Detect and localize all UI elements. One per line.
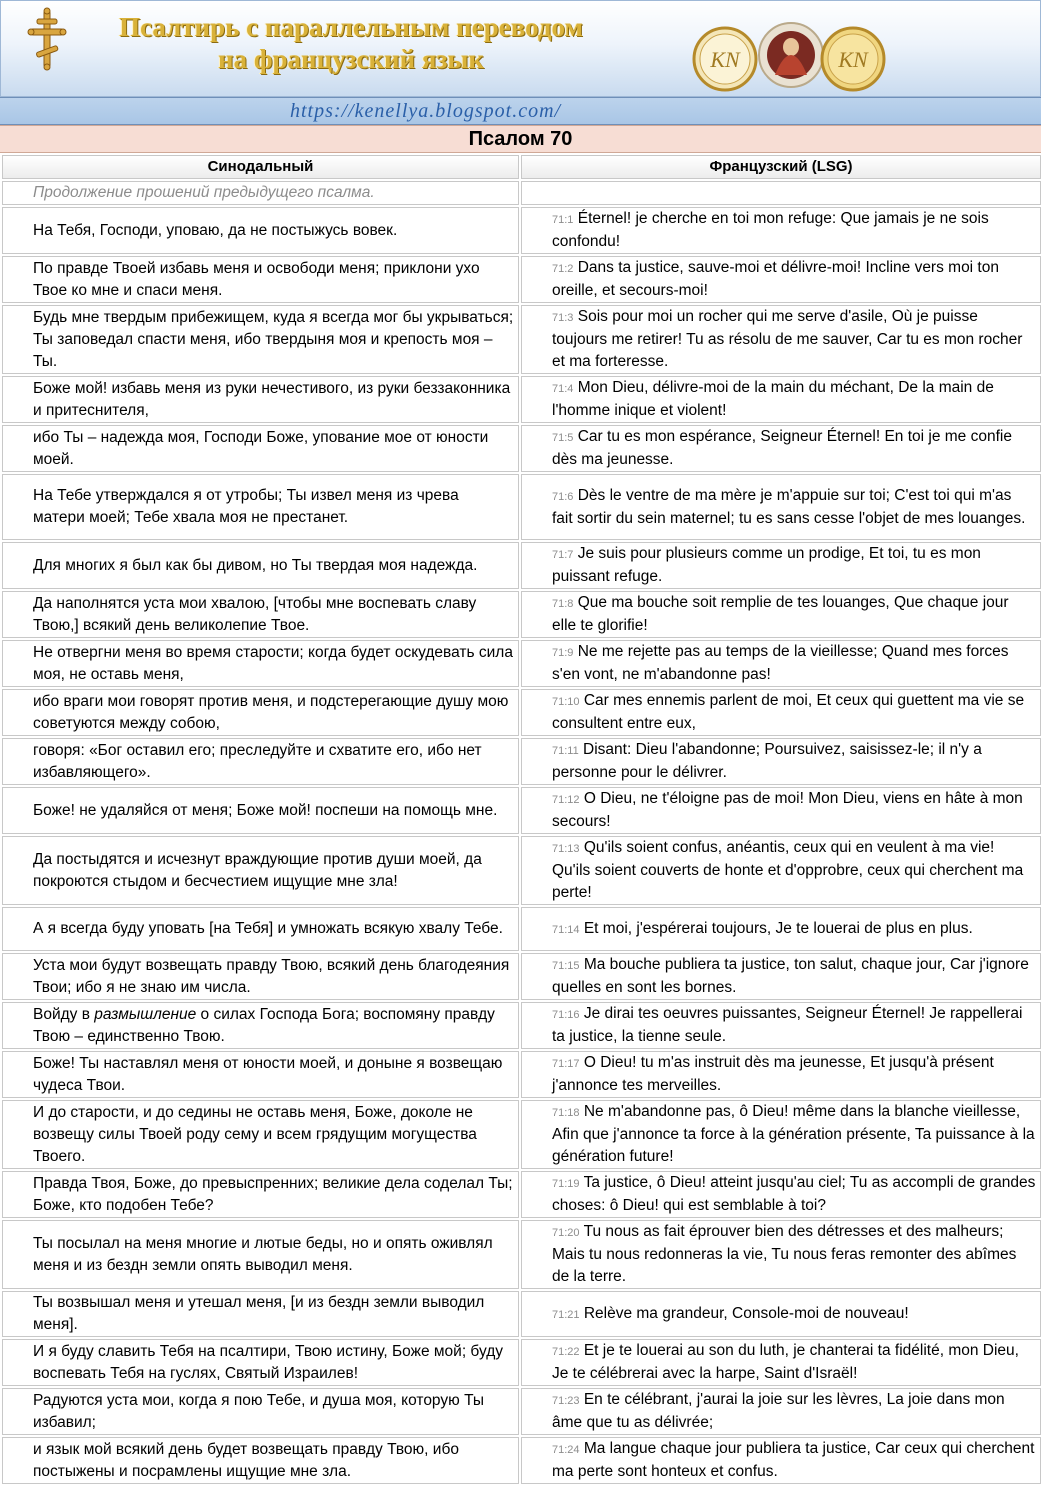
verse-number: 71:14: [552, 923, 580, 936]
verse-fr-text: Car tu es mon espérance, Seigneur Éternel! En toi je me confie dès ma jeunesse.: [552, 428, 1012, 468]
verse-fr-text: Ma langue chaque jour publiera ta justice, Car ceux qui cherchent ma perte sont honteux et confus.: [552, 1440, 1035, 1480]
verse-ru-text: Войду в: [33, 1005, 95, 1023]
verse-row: [2, 256, 1041, 303]
verse-fr-text: Je dirai tes oeuvres puissantes, Seigneur Éternel! Je rappellerai ta justice, la tienne seule.: [552, 1005, 1023, 1045]
blog-url-link[interactable]: https://kenellya.blogspot.com/: [290, 100, 562, 122]
verse-number: 71:15: [552, 960, 580, 972]
verse-ru: ибо Ты – надежда моя, Господи Боже, упование мое от юности моей.: [2, 425, 519, 472]
verse-row: [2, 474, 1041, 540]
verse-number: 71:23: [552, 1395, 580, 1407]
verse-ru: Боже! Ты наставлял меня от юности моей, и доныне я возвещаю чудеса Твои.: [2, 1051, 519, 1098]
verse-row: [2, 1002, 1041, 1049]
verse-row: [2, 689, 1041, 736]
verse-fr: [521, 1339, 1041, 1386]
verse-fr-text: Ne me rejette pas au temps de la vieillesse; Quand mes forces s'en vont, ne m'abandonne pas!: [552, 643, 1009, 683]
empty-cell: [521, 181, 1041, 205]
verse-row: [2, 591, 1041, 638]
verse-fr-text: Dès le ventre de ma mère je m'appuie sur toi; C'est toi qui m'as fait sortir du sein maternel; tu es sans cesse l'objet de mes louanges.: [552, 486, 1026, 527]
verse-row: [2, 640, 1041, 687]
verse-ru: На Тебя, Господи, уповаю, да не постыжусь вовек.: [2, 207, 519, 254]
verse-fr: [521, 1171, 1041, 1218]
verse-row: [2, 542, 1041, 589]
verse-row: [2, 1388, 1041, 1435]
verse-number: 71:22: [552, 1346, 580, 1358]
verse-row: [2, 305, 1041, 374]
site-banner: [0, 0, 1041, 97]
verse-fr-text: Sois pour moi un rocher qui me serve d'asile, Où je puisse toujours me retirer! Tu as résolu de me sauver, Car tu es mon rocher et ma forteresse.: [552, 308, 1023, 370]
verse-fr: [521, 474, 1041, 540]
verse-number: 71:24: [552, 1444, 580, 1456]
verse-row: [2, 953, 1041, 1000]
verse-fr: [521, 1051, 1041, 1098]
verse-row: [2, 1171, 1041, 1218]
verse-number: 71:9: [552, 647, 574, 659]
verse-number: 71:4: [552, 383, 574, 395]
verse-fr: [521, 836, 1041, 905]
verse-fr: [521, 305, 1041, 374]
verse-fr-text: Et je te louerai au son du luth, je chanterai ta fidélité, mon Dieu, Je te célébrerai avec la harpe, Saint d'Israël!: [552, 1342, 1019, 1382]
verse-fr-text: O Dieu, ne t'éloigne pas de moi! Mon Dieu, viens en hâte à mon secours!: [552, 790, 1023, 830]
verse-list: [2, 207, 1041, 1484]
verse-fr: [521, 907, 1041, 951]
note-row: [2, 181, 1041, 205]
url-bar: [0, 97, 1041, 125]
medal-right-text: KN: [838, 47, 868, 72]
verse-fr: [521, 1291, 1041, 1337]
verse-number: 71:7: [552, 549, 574, 561]
verse-number: 71:3: [552, 312, 574, 324]
verse-row: [2, 376, 1041, 423]
verse-number: 71:20: [552, 1227, 580, 1239]
verse-row: [2, 1100, 1041, 1169]
verse-number: 71:10: [552, 696, 580, 708]
verse-number: 71:6: [552, 490, 574, 503]
verse-ru: ибо враги мои говорят против меня, и подстерегающие душу мою советуются между собою,: [2, 689, 519, 736]
verse-ru: говоря: «Бог оставил его; преследуйте и схватите его, ибо нет избавляющего».: [2, 738, 519, 785]
verse-ru: На Тебе утверждался я от утробы; Ты извел меня из чрева матери моей; Тебе хвала моя не престанет.: [2, 474, 519, 540]
verse-ru: Правда Твоя, Боже, до превыспренних; великие дела соделал Ты; Боже, кто подобен Тебе?: [2, 1171, 519, 1218]
verse-ru: И до старости, и до седины не оставь меня, Боже, доколе не возвещу силы Твоей роду сему и всем грядущим могущества Твоего.: [2, 1100, 519, 1169]
verse-number: 71:17: [552, 1058, 580, 1070]
psalm-table: [0, 153, 1041, 1486]
verse-fr: [521, 640, 1041, 687]
verse-fr: [521, 1437, 1041, 1484]
verse-fr-text: Disant: Dieu l'abandonne; Poursuivez, saisissez-le; il n'y a personne pour le délivrer.: [552, 741, 982, 781]
verse-row: [2, 1291, 1041, 1337]
verse-fr-text: Je suis pour plusieurs comme un prodige, Et toi, tu es mon puissant refuge.: [552, 545, 981, 585]
verse-fr: [521, 425, 1041, 472]
verse-fr-text: Qu'ils soient confus, anéantis, ceux qui en veulent à ma vie! Qu'ils soient couverts de honte et d'opprobre, ceux qui cherchent ma perte!: [552, 839, 1024, 901]
banner-title-line2: на французский язык: [218, 44, 484, 74]
verse-ru: По правде Твоей избавь меня и освободи меня; приклони ухо Твое ко мне и спаси меня.: [2, 256, 519, 303]
banner-title: [71, 11, 631, 75]
verse-fr-text: Éternel! je cherche en toi mon refuge: Que jamais je ne sois confondu!: [552, 210, 989, 250]
verse-number: 71:12: [552, 794, 580, 806]
verse-ru: и язык мой всякий день будет возвещать правду Твою, ибо постыжены и посрамлены ищущие мне зла.: [2, 1437, 519, 1484]
verse-fr-text: Mon Dieu, délivre-moi de la main du méchant, De la main de l'homme inique et violent!: [552, 379, 994, 419]
banner-title-line1: Псалтирь с параллельным переводом: [119, 12, 583, 42]
orthodox-cross-icon: [25, 7, 69, 71]
medals-logo: [691, 15, 891, 95]
verse-number: 71:2: [552, 263, 574, 275]
verse-ru: Радуются уста мои, когда я пою Тебе, и душа моя, которую Ты избавил;: [2, 1388, 519, 1435]
verse-row: [2, 425, 1041, 472]
psalm-title: Псалом 70: [0, 125, 1041, 153]
verse-ru: Будь мне твердым прибежищем, куда я всегда мог бы укрываться; Ты заповедал спасти меня, ибо твердыня моя и крепость моя – Ты.: [2, 305, 519, 374]
table-header-row: [2, 155, 1041, 179]
verse-fr-text: Relève ma grandeur, Console-moi de nouveau!: [583, 1304, 909, 1322]
verse-fr: [521, 1002, 1041, 1049]
column-header-ru: Синодальный: [2, 155, 519, 179]
verse-ru: Боже! не удаляйся от меня; Боже мой! поспеши на помощь мне.: [2, 787, 519, 834]
verse-number: 71:21: [552, 1308, 580, 1321]
verse-fr: [521, 689, 1041, 736]
verse-fr: [521, 1388, 1041, 1435]
verse-ru: Ты посылал на меня многие и лютые беды, но и опять оживлял меня и из бездн земли опять выводил меня.: [2, 1220, 519, 1289]
verse-row: [2, 1339, 1041, 1386]
psalm-note: Продолжение прошений предыдущего псалма.: [2, 181, 519, 205]
verse-row: [2, 207, 1041, 254]
verse-fr-text: Ne m'abandonne pas, ô Dieu! même dans la blanche vieillesse, Afin que j'annonce ta force à la génération présente, Ta puissance à la génération future!: [552, 1103, 1035, 1165]
verse-ru: Не отвергни меня во время старости; когда будет оскудевать сила моя, не оставь меня,: [2, 640, 519, 687]
verse-fr-text: En te célébrant, j'aurai la joie sur les lèvres, La joie dans mon âme que tu as délivrée;: [552, 1391, 1005, 1431]
verse-row: [2, 1220, 1041, 1289]
verse-ru: Для многих я был как бы дивом, но Ты твердая моя надежда.: [2, 542, 519, 589]
verse-ru-text: о силах Господа Бога; воспомяну правду Твою – единственно Твою.: [33, 1005, 495, 1045]
verse-fr: [521, 1220, 1041, 1289]
verse-ru: Да наполнятся уста мои хвалою, [чтобы мне воспевать славу Твою,] всякий день великолепие Твое.: [2, 591, 519, 638]
verse-number: 71:18: [552, 1107, 580, 1119]
verse-ru: И я буду славить Тебя на псалтири, Твою истину, Боже мой; буду воспевать Тебя на гуслях, Святый Израилев!: [2, 1339, 519, 1386]
verse-fr: [521, 1100, 1041, 1169]
verse-fr-text: Tu nous as fait éprouver bien des détresses et des malheurs; Mais tu nous redonneras la vie, Tu nous feras remonter des abîmes de la terre.: [552, 1223, 1017, 1285]
verse-fr: [521, 787, 1041, 834]
verse-fr-text: Ma bouche publiera ta justice, ton salut, chaque jour, Car j'ignore quelles en sont les bornes.: [552, 956, 1029, 996]
verse-fr-text: Dans ta justice, sauve-moi et délivre-moi! Incline vers moi ton oreille, et secours-moi!: [552, 259, 999, 299]
verse-number: 71:1: [552, 214, 574, 226]
verse-fr-text: Car mes ennemis parlent de moi, Et ceux qui guettent ma vie se consultent entre eux,: [552, 692, 1025, 732]
verse-number: 71:19: [552, 1178, 580, 1190]
verse-row: [2, 907, 1041, 951]
verse-number: 71:13: [552, 843, 580, 855]
verse-ru: Уста мои будут возвещать правду Твою, всякий день благодеяния Твои; ибо я не знаю им числа.: [2, 953, 519, 1000]
verse-ru: Да постыдятся и исчезнут враждующие против души моей, да покроются стыдом и бесчестием ищущие мне зла!: [2, 836, 519, 905]
verse-fr-text: Et moi, j'espérerai toujours, Je te louerai de plus en plus.: [583, 919, 973, 937]
verse-number: 71:8: [552, 598, 574, 610]
verse-row: [2, 1437, 1041, 1484]
verse-fr: [521, 953, 1041, 1000]
verse-number: 71:11: [552, 745, 579, 757]
verse-row: [2, 836, 1041, 905]
verse-number: 71:16: [552, 1009, 580, 1021]
verse-fr: [521, 256, 1041, 303]
verse-ru: Ты возвышал меня и утешал меня, [и из бездн земли выводил меня].: [2, 1291, 519, 1337]
verse-number: 71:5: [552, 432, 574, 444]
verse-fr-text: Ta justice, ô Dieu! atteint jusqu'au ciel; Tu as accompli de grandes choses: ô Dieu! qui est semblable à toi?: [552, 1174, 1036, 1214]
medal-left-text: KN: [710, 47, 740, 72]
verse-fr: [521, 376, 1041, 423]
column-header-fr: Французский (LSG): [521, 155, 1041, 179]
verse-fr-text: Que ma bouche soit remplie de tes louanges, Que chaque jour elle te glorifie!: [552, 594, 1009, 634]
verse-row: [2, 738, 1041, 785]
verse-ru: А я всегда буду уповать [на Тебя] и умножать всякую хвалу Тебе.: [2, 907, 519, 951]
verse-fr-text: O Dieu! tu m'as instruit dès ma jeunesse, Et jusqu'à présent j'annonce tes merveilles.: [552, 1054, 994, 1094]
verse-ru-emphasis: размышление: [94, 1005, 197, 1023]
verse-fr: [521, 207, 1041, 254]
verse-fr: [521, 591, 1041, 638]
verse-ru: [2, 1002, 519, 1049]
verse-fr: [521, 542, 1041, 589]
verse-ru: Боже мой! избавь меня из руки нечестивого, из руки беззаконника и притеснителя,: [2, 376, 519, 423]
verse-row: [2, 1051, 1041, 1098]
verse-fr: [521, 738, 1041, 785]
verse-row: [2, 787, 1041, 834]
